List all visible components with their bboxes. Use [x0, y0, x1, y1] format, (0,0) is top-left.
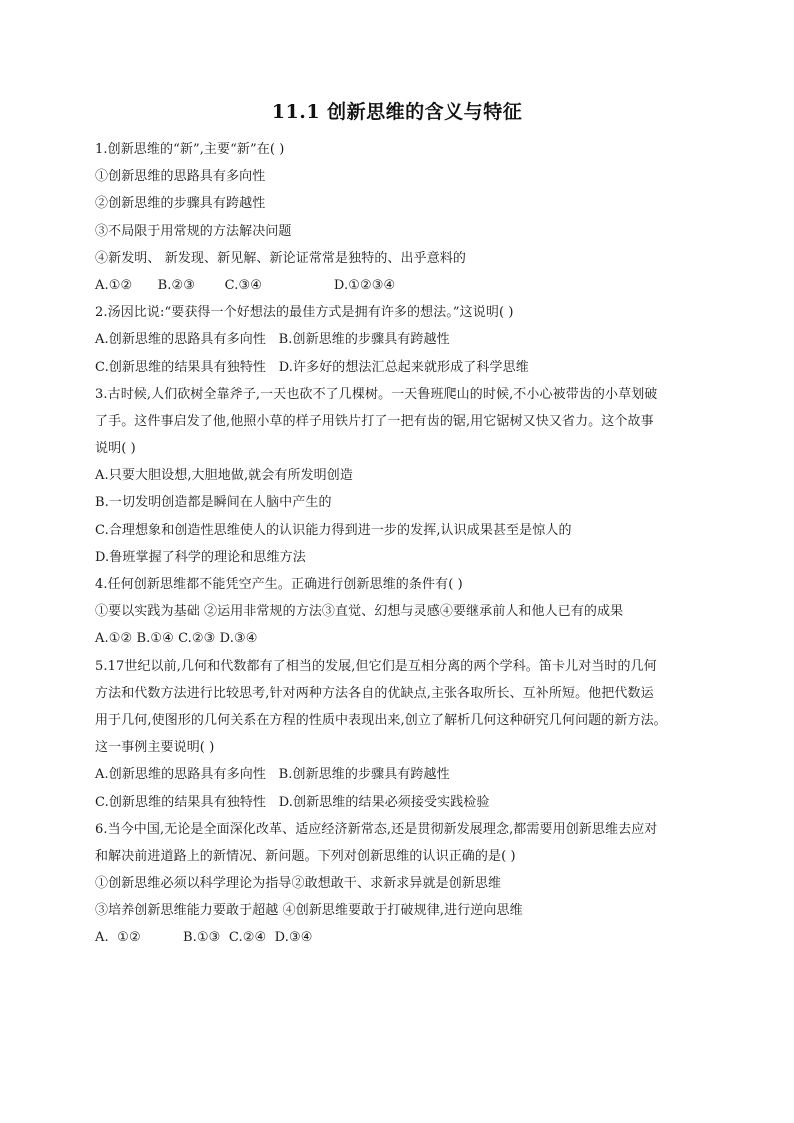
- q5-stem-line-1: 5.17世纪以前,几何和代数都有了相当的发展,但它们是互相分离的两个学科。笛卡儿对当时的几何: [95, 658, 657, 674]
- q2-stem: 2.汤因比说:“要获得一个好想法的最佳方式是拥有许多的想法。”这说明( ): [95, 305, 514, 321]
- q4-stem: 4.任何创新思维都不能凭空产生。正确进行创新思维的条件有( ): [95, 577, 463, 592]
- q5-stem-line-4: 这一事例主要说明( ): [95, 740, 215, 756]
- q5-stem-line-2: 方法和代数方法进行比较思考,针对两种方法各自的优缺点,主张各取所长、互补所短。他把代数运: [95, 685, 654, 701]
- q6-stem-line-1: 6.当今中国,无论是全面深化改革、适应经济新常态,还是贯彻新发展理念,都需要用创新思维去应对: [95, 821, 658, 837]
- q3-option-a: A.只要大胆设想,大胆地做,就会有所发明创造: [95, 468, 353, 484]
- q5-stem-line-3: 用于几何,使图形的几何关系在方程的性质中表现出来,创立了解析几何这种研究几何问题的新方法。: [95, 712, 667, 728]
- q4-options: A.①② B.①④ C.②③ D.③④: [95, 631, 258, 647]
- q3-option-c: C.合理想象和创造性思维使人的认识能力得到进一步的发挥,认识成果甚至是惊人的: [95, 522, 572, 538]
- question-body: [95, 136, 715, 952]
- page-title: 11.1 创新思维的含义与特征: [271, 101, 523, 123]
- q1-item-1: ①创新思维的思路具有多向性: [95, 169, 266, 185]
- q3-stem-line-1: 3.古时候,人们砍树全靠斧子,一天也砍不了几棵树。一天鲁班爬山的时候,不小心被带齿的小草划破: [95, 386, 658, 402]
- q1-options: A.①② B.②③ C.③④ D.①②③④: [95, 277, 396, 293]
- q3-option-b: B.一切发明创造都是瞬间在人脑中产生的: [95, 495, 332, 511]
- q6-stem-line-2: 和解决前进道路上的新情况、新问题。下列对创新思维的认识正确的是( ): [95, 848, 516, 864]
- q1-item-4: ④新发明、 新发现、新见解、新论证常常是独特的、出乎意料的: [95, 250, 467, 266]
- q3-stem-line-3: 说明( ): [95, 441, 136, 457]
- q6-options: A. ①② B.①③ C.②④ D.③④: [95, 930, 313, 946]
- q5-options-cd: C.创新思维的结果具有独特性 D.创新思维的结果必须接受实践检验: [95, 794, 490, 810]
- q3-option-d: D.鲁班掌握了科学的理论和思维方法: [95, 549, 306, 565]
- q1-stem: 1.创新思维的“新”,主要“新”在( ): [95, 142, 285, 157]
- q3-stem-line-2: 了手。这件事启发了他,他照小草的样子用铁片打了一把有齿的锯,用它锯树又快又省力。这个故事: [95, 413, 654, 429]
- q5-options-ab: A.创新思维的思路具有多向性 B.创新思维的步骤具有跨越性: [95, 767, 450, 783]
- q1-item-2: ②创新思维的步骤具有跨越性: [95, 196, 266, 212]
- q1-item-3: ③不局限于用常规的方法解决问题: [95, 223, 292, 239]
- q4-items: ①要以实践为基础 ②运用非常规的方法③直觉、幻想与灵感④要继承前人和他人已有的成果: [95, 604, 624, 620]
- q6-items-2: ③培养创新思维能力要敢于超越 ④创新思维要敢于打破规律,进行逆向思维: [95, 903, 523, 919]
- q2-options-ab: A.创新思维的思路具有多向性 B.创新思维的步骤具有跨越性: [95, 332, 450, 348]
- q2-options-cd: C.创新思维的结果具有独特性 D.许多好的想法汇总起来就形成了科学思维: [95, 359, 529, 375]
- q6-items-1: ①创新思维必须以科学理论为指导②敢想敢干、求新求异就是创新思维: [95, 876, 502, 892]
